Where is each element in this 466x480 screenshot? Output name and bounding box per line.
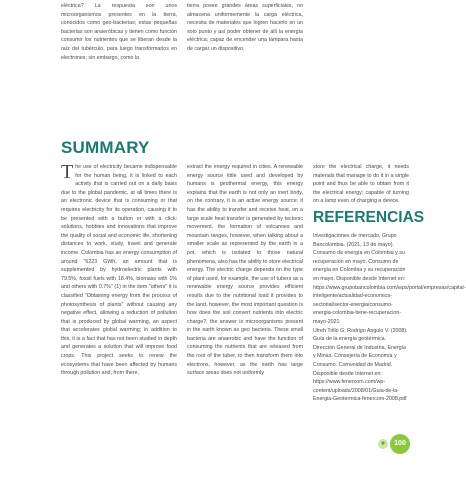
top-middle-paragraph	[187, 2, 303, 54]
summary-column-1	[61, 163, 177, 378]
summary-column-2-text: extract the energy required in cities. A renewable energy source little used and developed by humans is geothermal energy, this energy explains that the earth is not only an inert body, on the contrary, it is an active energy source; it has the ability to transfer and receive heat, on a large scale heat transfer is generated by tectonic movement, the formation of volcanoes and mountain ranges, however, when talking about a smaller scale as represented by the earth in a pot, which is isolated to those natural phenomena, also has the ability to store electrical energy. The electric charge depends on the type of plant used, for example, the use of tubers as a renewable energy source provides efficient results due to the nutritional load it provides to the land, however, the most important question is how does the soil convert nutrients into electric charge?, the answer is microorganisms present in the earth known as geo bacteria. These small bacteria are anaerobic and have the function of consuming the nutrients that are released from the root of the tuber, to then transform them into electrons, however, as the earth has large surface areas does not uniformly	[187, 164, 304, 377]
top-left-text: eléctrica? La respuesta son unos microorganismos presentes en la tierra, conocidos como geo-bacterias; estas pequeñas bacterias son anaeróbicas y tienen como función consumir los nutrientes que se liberan desde la raíz del tubérculo, para luego transformarlos en electrones; sin embargo, como la	[61, 3, 177, 61]
summary-column-3	[313, 163, 409, 206]
page-navigation	[378, 434, 410, 454]
double-chevron-right-icon[interactable]: »	[378, 439, 388, 449]
drop-cap: T	[61, 161, 74, 183]
references-list	[313, 232, 466, 404]
summary-column-3-text: store the electrical charge, it needs materials that manage to do it in a single point and thus be able to obtain from it the electrical energy; capable of turning on a lamp even of charging a device.	[313, 164, 409, 205]
top-left-paragraph	[61, 2, 177, 62]
summary-column-1-text: he use of electricity became indispensable for the human being, it is linked to each activity that is carried out on a daily basis due to the global pandemic, at all times there is an electronic device that is consuming or that requires electricity for its operation, causing it to be presented with a button or with a click: solutions, hobbies and innovations that improve the quality of social and economic life, shortening distances to work, study, travel and generate income. Colombia has an energy consumption of around "6223 GWh, an amount that is supplemented by hydroelectric plants with 79.5%, fossil fuels with 18.4%, biomass with 1% and others with 0.7%" (1) in the item "others" it is classified "Obtaining energy from the process of photosynthesis of plants" without causing any negative effect, allowing a reduction of pollution that is produced by global warming, an aspect that accelerates global warming; in addition to this, it is a fact that has not been studied in depth and generates a solution that will improve food crops. This project seeks to renew the ecosystems that have been affected by humans through pollution and, from there,	[61, 164, 177, 377]
page-number-badge: 100	[390, 434, 410, 454]
references-heading: REFERENCIAS	[313, 209, 425, 226]
summary-heading: SUMMARY	[61, 138, 150, 157]
top-middle-text: tierra posee grandes áreas superficiales, no almacena uniformemente la carga eléctrica, necesita de materiales que logren hacerlo en un solo punto y así poder obtener de allí la energía eléctrica; capaz de encender una lámpara hasta de cargar un dispositivo.	[187, 3, 303, 52]
references-text: Investigaciones de mercado, Grupo Bancolombia. (2021, 13 de mayo). Consumo de energía en Colombia y su recuperación en mayo. Consumo de energía en Colombia y su recuperación en mayo. Disponible desde Internet en: https://www.grupobancolombia.com/wps/portal/empresas/capital-inteligente/actualidad-economica-sectorial/sector-energia/consumo-energia-colombia-tiene-recuperacion-mayo-2021 Utreh Trillo G; Rodrigo Angulo V. (2008). Guía de la energía geotérmica. Dirección General de Industria, Energía y Minas. Consejería de Economía y Consumo. Comunidad de Madrid. Disponible desde Internet en: https://www.fenercom.com/wp-content/uploads/2008/01/Guia-de-la-Energia-Geotermica-fenercom-2008.pdf	[313, 233, 466, 403]
summary-column-2	[187, 163, 303, 378]
